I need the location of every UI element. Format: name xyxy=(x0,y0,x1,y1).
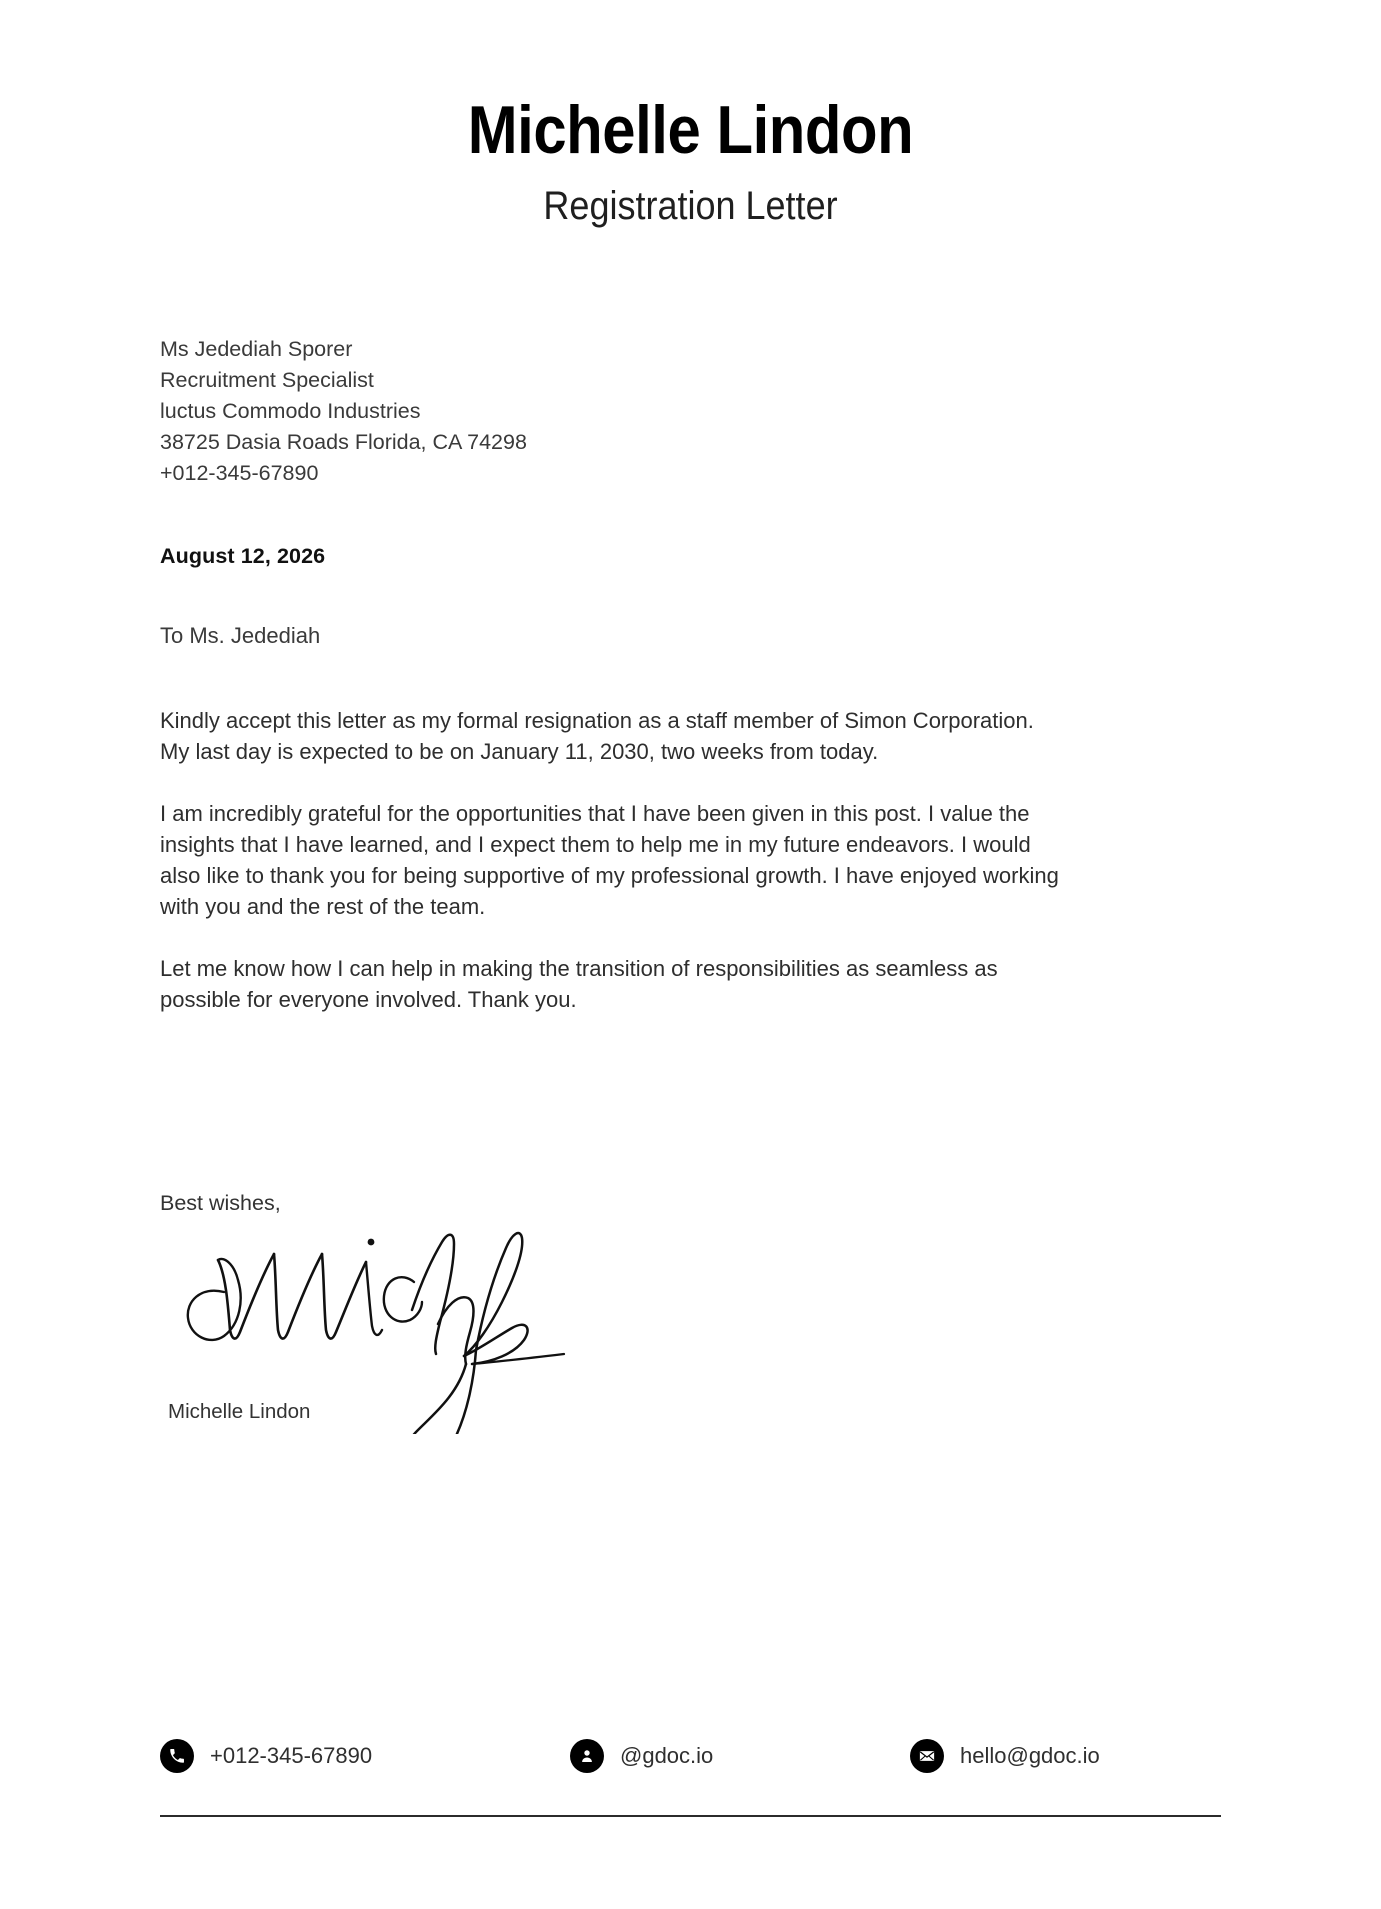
phone-icon xyxy=(160,1739,194,1773)
recipient-company: luctus Commodo Industries xyxy=(160,399,421,423)
letter-body xyxy=(160,226,1221,1432)
recipient-phone: +012-345-67890 xyxy=(160,461,319,485)
letter-footer xyxy=(160,1739,1221,1817)
page-title: Michelle Lindon xyxy=(467,92,914,168)
letter-date: August 12, 2026 xyxy=(160,544,326,568)
body-paragraph-1: Kindly accept this letter as my formal resignation as a staff member of Simon Corporation. My last day is expected to be on January 11, 2030, two weeks from today. xyxy=(160,708,1034,764)
letter-header xyxy=(0,0,1381,226)
footer-contact-email[interactable] xyxy=(910,1739,1221,1773)
body-paragraph-2: I am incredibly grateful for the opportunities that I have been given in this post. I value the insights that I have learned, and I expect them to help me in my future endeavors. I would also like to thank you for being supportive of my professional growth. I have enjoyed working with you and the rest of the team. xyxy=(160,801,1059,919)
letter-salutation: To Ms. Jedediah xyxy=(160,623,321,648)
recipient-title: Recruitment Specialist xyxy=(160,368,374,392)
footer-contact-row xyxy=(160,1739,1221,1815)
body-paragraph-3: Let me know how I can help in making the transition of responsibilities as seamless as possible for everyone involved. Thank you. xyxy=(160,956,998,1012)
footer-phone-text: +012-345-67890 xyxy=(210,1743,373,1768)
footer-email-text: hello@gdoc.io xyxy=(960,1743,1100,1768)
footer-contact-phone[interactable] xyxy=(160,1739,570,1773)
footer-divider xyxy=(160,1815,1221,1817)
envelope-icon xyxy=(910,1739,944,1773)
recipient-street-address: 38725 Dasia Roads Florida, CA 74298 xyxy=(160,430,527,454)
recipient-name: Ms Jedediah Sporer xyxy=(160,337,353,361)
signer-name: Michelle Lindon xyxy=(168,1400,311,1423)
signature-area xyxy=(166,1222,1221,1432)
recipient-address-block xyxy=(160,334,1221,489)
user-icon xyxy=(570,1739,604,1773)
footer-contact-handle[interactable] xyxy=(570,1739,910,1773)
letter-paragraphs xyxy=(160,705,1221,1015)
document-subtitle: Registration Letter xyxy=(543,184,838,228)
footer-handle-text: @gdoc.io xyxy=(620,1743,714,1768)
closing-salutation: Best wishes, xyxy=(160,1191,281,1215)
